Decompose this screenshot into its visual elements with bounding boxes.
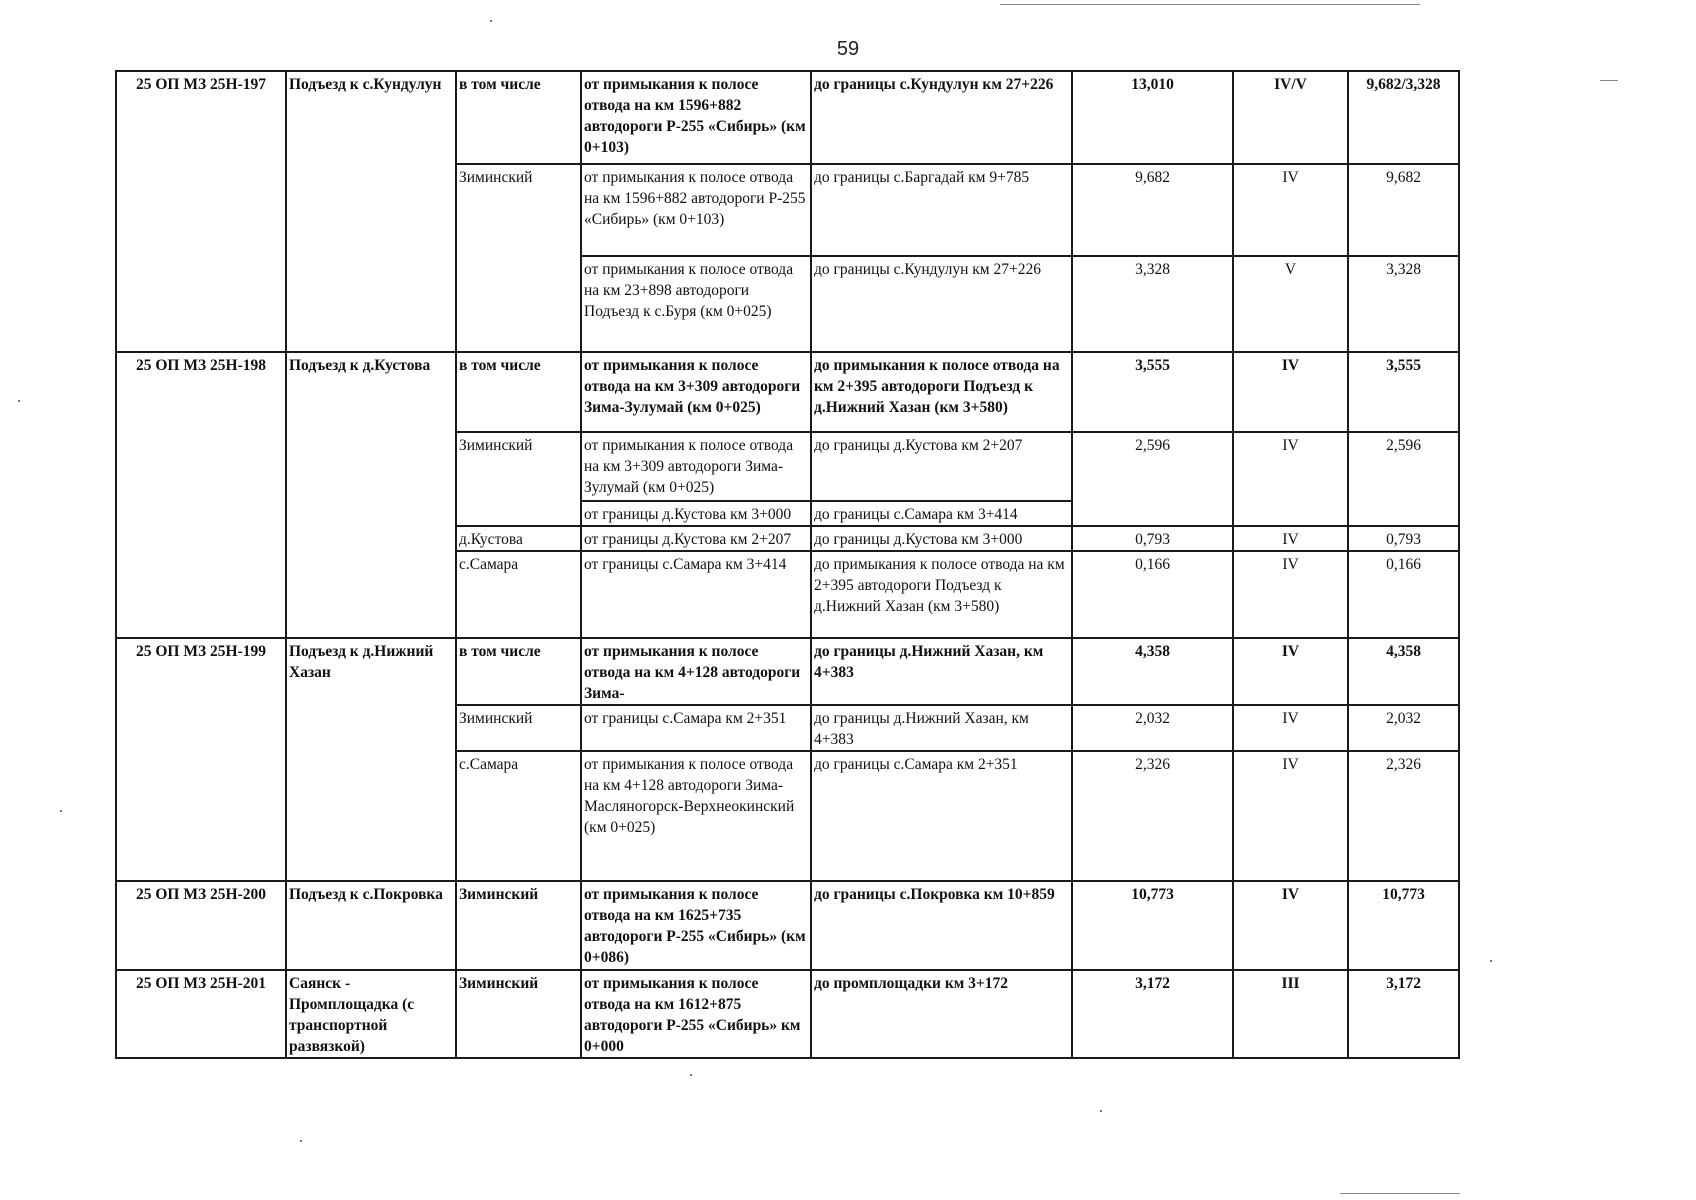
area-cell: в том числе xyxy=(456,71,581,164)
category-cell: IV xyxy=(1233,705,1348,751)
to-cell: до границы с.Покровка км 10+859 xyxy=(811,881,1072,970)
to-cell: до границы с.Самара км 2+351 xyxy=(811,751,1072,881)
scan-artifact xyxy=(1340,1193,1460,1194)
category-cell: IV xyxy=(1233,526,1348,551)
category-cell: IV xyxy=(1233,638,1348,705)
table-row xyxy=(116,352,1459,432)
category-cell: IV xyxy=(1233,751,1348,881)
road-code: 25 ОП МЗ 25Н-198 xyxy=(116,352,286,638)
to-cell: до границы с.Баргадай км 9+785 xyxy=(811,164,1072,256)
roads-table xyxy=(115,70,1460,1059)
road-name: Подъезд к с.Кундулун xyxy=(286,71,456,352)
length-cell: 0,793 xyxy=(1072,526,1233,551)
area-cell: д.Кустова xyxy=(456,526,581,551)
scan-artifact xyxy=(300,1140,302,1142)
road-code: 25 ОП МЗ 25Н-201 xyxy=(116,970,286,1058)
value-cell: 9,682 xyxy=(1348,164,1459,256)
area-cell: Зиминский xyxy=(456,970,581,1058)
scan-artifact xyxy=(1600,80,1618,81)
to-cell: до примыкания к полосе отвода на км 2+395 автодороги Подъезд к д.Нижний Хазан (км 3+580) xyxy=(811,551,1072,638)
value-cell: 3,328 xyxy=(1348,256,1459,352)
area-cell: Зиминский xyxy=(456,164,581,352)
value-cell: 0,166 xyxy=(1348,551,1459,638)
to-cell: до границы д.Кустова км 2+207 xyxy=(811,432,1072,501)
from-cell: от границы д.Кустова км 3+000 xyxy=(581,501,811,526)
to-cell: до границы д.Кустова км 3+000 xyxy=(811,526,1072,551)
value-cell: 10,773 xyxy=(1348,881,1459,970)
area-cell: в том числе xyxy=(456,638,581,705)
category-cell: IV xyxy=(1233,551,1348,638)
from-cell: от примыкания к полосе отвода на км 1596+882 автодороги Р-255 «Сибирь» (км 0+103) xyxy=(581,164,811,256)
scan-artifact xyxy=(60,810,62,812)
from-cell: от примыкания к полосе отвода на км 3+309 автодороги Зима-Зулумай (км 0+025) xyxy=(581,352,811,432)
table-row xyxy=(116,970,1459,1058)
category-cell: IV xyxy=(1233,432,1348,526)
to-cell: до границы с.Кундулун км 27+226 xyxy=(811,71,1072,164)
length-cell: 10,773 xyxy=(1072,881,1233,970)
area-cell: с.Самара xyxy=(456,551,581,638)
road-name: Подъезд к д.Нижний Хазан xyxy=(286,638,456,881)
category-cell: IV xyxy=(1233,352,1348,432)
area-cell: Зиминский xyxy=(456,432,581,526)
category-cell: III xyxy=(1233,970,1348,1058)
value-cell: 2,326 xyxy=(1348,751,1459,881)
scan-artifact xyxy=(490,20,492,22)
from-cell: от примыкания к полосе отвода на км 23+898 автодороги Подъезд к с.Буря (км 0+025) xyxy=(581,256,811,352)
to-cell: до границы с.Кундулун км 27+226 xyxy=(811,256,1072,352)
road-name: Подъезд к д.Кустова xyxy=(286,352,456,638)
length-cell: 2,032 xyxy=(1072,705,1233,751)
area-cell: Зиминский xyxy=(456,705,581,751)
scan-artifact xyxy=(690,1074,692,1076)
to-cell: до границы с.Самара км 3+414 xyxy=(811,501,1072,526)
from-cell: от примыкания к полосе отвода на км 1625+735 автодороги Р-255 «Сибирь» (км 0+086) xyxy=(581,881,811,970)
length-cell: 0,166 xyxy=(1072,551,1233,638)
value-cell: 2,032 xyxy=(1348,705,1459,751)
length-cell: 2,596 xyxy=(1072,432,1233,526)
category-cell: V xyxy=(1233,256,1348,352)
page-number: 59 xyxy=(836,38,860,60)
category-cell: IV/V xyxy=(1233,71,1348,164)
length-cell: 13,010 xyxy=(1072,71,1233,164)
to-cell: до границы д.Нижний Хазан, км 4+383 xyxy=(811,638,1072,705)
area-cell: в том числе xyxy=(456,352,581,432)
category-cell: IV xyxy=(1233,164,1348,256)
scan-artifact xyxy=(1000,4,1420,5)
length-cell: 3,328 xyxy=(1072,256,1233,352)
area-cell: Зиминский xyxy=(456,881,581,970)
to-cell: до примыкания к полосе отвода на км 2+395 автодороги Подъезд к д.Нижний Хазан (км 3+580) xyxy=(811,352,1072,432)
from-cell: от примыкания к полосе отвода на км 1612+875 автодороги Р-255 «Сибирь» км 0+000 xyxy=(581,970,811,1058)
from-cell: от границы д.Кустова км 2+207 xyxy=(581,526,811,551)
to-cell: до промплощадки км 3+172 xyxy=(811,970,1072,1058)
length-cell: 4,358 xyxy=(1072,638,1233,705)
category-cell: IV xyxy=(1233,881,1348,970)
road-code: 25 ОП МЗ 25Н-200 xyxy=(116,881,286,970)
table-row xyxy=(116,881,1459,970)
road-code: 25 ОП МЗ 25Н-197 xyxy=(116,71,286,352)
area-cell: с.Самара xyxy=(456,751,581,881)
scan-artifact xyxy=(18,400,20,402)
road-name: Подъезд к с.Покровка xyxy=(286,881,456,970)
scan-artifact xyxy=(1100,1110,1102,1112)
value-cell: 9,682/3,328 xyxy=(1348,71,1459,164)
length-cell: 3,555 xyxy=(1072,352,1233,432)
road-name: Саянск - Промплощадка (с транспортной развязкой) xyxy=(286,970,456,1058)
from-cell: от примыкания к полосе отвода на км 4+128 автодороги Зима-Масляногорск-Верхнеокинский (км 0+025) xyxy=(581,751,811,881)
length-cell: 2,326 xyxy=(1072,751,1233,881)
value-cell: 2,596 xyxy=(1348,432,1459,526)
table-row xyxy=(116,71,1459,164)
value-cell: 3,172 xyxy=(1348,970,1459,1058)
value-cell: 4,358 xyxy=(1348,638,1459,705)
from-cell: от примыкания к полосе отвода на км 3+309 автодороги Зима-Зулумай (км 0+025) xyxy=(581,432,811,501)
from-cell: от примыкания к полосе отвода на км 1596+882 автодороги Р-255 «Сибирь» (км 0+103) xyxy=(581,71,811,164)
length-cell: 3,172 xyxy=(1072,970,1233,1058)
road-code: 25 ОП МЗ 25Н-199 xyxy=(116,638,286,881)
value-cell: 0,793 xyxy=(1348,526,1459,551)
from-cell: от границы с.Самара км 2+351 xyxy=(581,705,811,751)
length-cell: 9,682 xyxy=(1072,164,1233,256)
value-cell: 3,555 xyxy=(1348,352,1459,432)
from-cell: от примыкания к полосе отвода на км 4+128 автодороги Зима- xyxy=(581,638,811,705)
from-cell: от границы с.Самара км 3+414 xyxy=(581,551,811,638)
scan-artifact xyxy=(1490,960,1492,962)
table-row xyxy=(116,638,1459,705)
to-cell: до границы д.Нижний Хазан, км 4+383 xyxy=(811,705,1072,751)
